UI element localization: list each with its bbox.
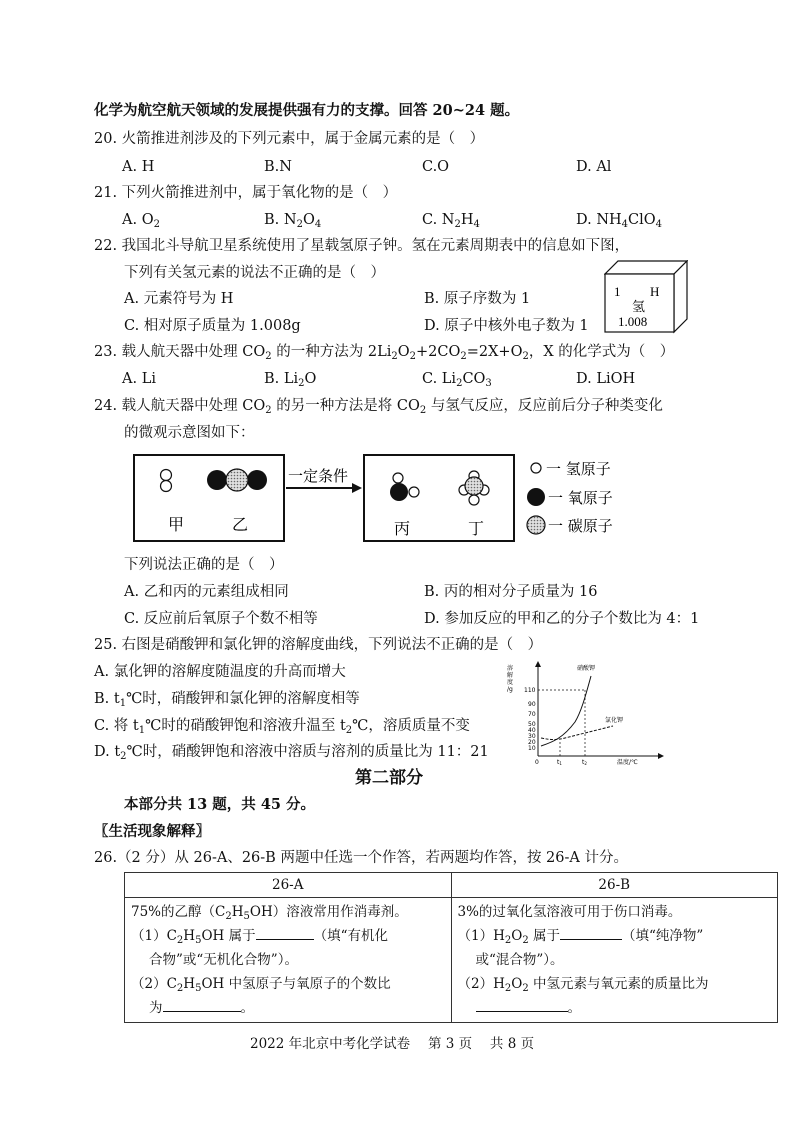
q23-option-c: C. $Li_2CO_3$ — [422, 371, 492, 389]
q21-option-a: A. $O_2$ — [122, 212, 160, 230]
q26-cell-a: 75%的乙醇$(C_2H_5OH)$溶液常用作消毒剂。 $(1)C_2H_5OH$ 属于 （填“有机化 合物”或“无机化合物”）。 $(2)C_2H_5OH$ 中氢原子与氧原子的个数比 为 。 — [125, 898, 452, 1023]
legend-carbon-icon — [527, 516, 545, 534]
q26-header-a: 26-A — [125, 873, 452, 898]
kcl-curve — [541, 726, 613, 740]
q21-stem: 21. 下列火箭推进剂中，属于氧化物的是（ ） — [94, 185, 398, 201]
q20-stem: 20. 火箭推进剂涉及的下列元素中，属于金属元素的是（ ） — [94, 131, 485, 147]
q25-option-b: B. $t_1℃$时，硝酸钾和氯化钾的溶解度相等 — [94, 691, 360, 709]
q26b-answer-blank-2[interactable] — [476, 1011, 568, 1012]
graph-ylabel-3: 度 — [507, 679, 514, 686]
legend-carbon: 一 碳原子 — [548, 517, 613, 535]
tile-name: 氢 — [632, 300, 646, 315]
q21-option-d: D. $NH_4ClO_4$ — [576, 212, 663, 230]
svg-text:t1: t1 — [557, 759, 562, 766]
svg-text:t2: t2 — [582, 759, 587, 766]
reaction-condition: 一定条件 — [288, 467, 349, 485]
oxygen-atom — [247, 470, 267, 490]
section-heading: 〖生活现象解释〗 — [94, 823, 210, 840]
q22-option-a: A. 元素符号为 H — [124, 291, 234, 307]
hydrogen-atom — [161, 481, 172, 492]
graph-kno3-label: 硝酸钾 — [577, 665, 596, 672]
tile-mass: 1.008 — [618, 314, 648, 329]
legend-oxygen-icon — [527, 488, 545, 506]
svg-text:110: 110 — [524, 687, 536, 694]
water-molecule-oxygen — [390, 483, 408, 501]
q25-option-d: D. $t_2℃$时，硝酸钾饱和溶液中溶质与溶剂的质量比为 11：21 — [94, 744, 489, 762]
q24-stem-line1: 24. 载人航天器中处理 $CO_2$ 的另一种方法是将 $CO_2$ 与氢气反应，反应前后分子种类变化 — [94, 398, 663, 416]
label-ding: 丁 — [468, 519, 485, 538]
svg-text:90: 90 — [528, 701, 536, 708]
q22-option-d: D. 原子中核外电子数为 1 — [424, 318, 589, 334]
svg-text:70: 70 — [528, 711, 536, 718]
q20-option-b: B.N — [264, 159, 292, 175]
q25-option-c: C. 将 $t_1℃$时的硝酸钾饱和溶液升温至 $t_2℃$，溶质质量不变 — [94, 718, 470, 736]
q21-option-b: B. $N_2O_4$ — [264, 212, 322, 230]
hydrogen-atom — [161, 470, 172, 481]
svg-text:50: 50 — [528, 721, 536, 728]
q23-stem: 23. 载人航天器中处理 $CO_2$ 的一种方法为 $2Li_2O_2+2CO_2=2X+O_2$，X 的化学式为（ ） — [94, 344, 675, 362]
q25-stem: 25. 右图是硝酸钾和氯化钾的溶解度曲线，下列说法不正确的是（ ） — [94, 637, 543, 653]
carbon-atom — [226, 469, 248, 491]
label-yi: 乙 — [232, 515, 249, 534]
legend-oxygen: 一 氧原子 — [548, 489, 613, 507]
solubility-graph — [505, 660, 670, 770]
graph-ylabel-2: 解 — [507, 672, 514, 679]
graph-kcl-label: 氯化钾 — [605, 717, 624, 724]
q26a-answer-blank-1[interactable] — [256, 939, 314, 940]
q21-option-c: C. $N_2H_4$ — [422, 212, 480, 230]
q24-lead: 下列说法正确的是（ ） — [124, 557, 284, 573]
q20-option-d: D. Al — [576, 159, 612, 175]
q24-option-d: D. 参加反应的甲和乙的分子个数比为 4：1 — [424, 611, 700, 627]
q22-option-c: C. 相对原子质量为 1.008g — [124, 318, 301, 334]
svg-text:0: 0 — [535, 759, 539, 766]
label-bing: 丙 — [394, 519, 411, 538]
hydrogen-element-tile — [604, 260, 688, 334]
q24-stem-line2: 的微观示意图如下： — [124, 425, 255, 441]
graph-xlabel: 温度/℃ — [617, 759, 638, 766]
tile-symbol: H — [650, 284, 660, 299]
q24-option-b: B. 丙的相对分子质量为 16 — [424, 584, 598, 600]
svg-text:30: 30 — [528, 733, 536, 740]
q23-option-b: B. $Li_2O$ — [264, 371, 317, 389]
oxygen-atom — [207, 470, 227, 490]
graph-ylabel-4: /g — [507, 686, 513, 693]
q25-option-a: A. 氯化钾的溶解度随温度的升高而增大 — [94, 664, 346, 680]
kno3-curve — [541, 676, 591, 746]
legend-hydrogen-icon — [531, 463, 541, 473]
q24-option-a: A. 乙和丙的元素组成相同 — [124, 584, 289, 600]
reaction-diagram — [128, 450, 658, 550]
methane-carbon — [465, 477, 483, 495]
q23-option-a: A. Li — [122, 371, 156, 387]
svg-text:20: 20 — [528, 739, 536, 746]
q26-cell-b: 3%的过氧化氢溶液可用于伤口消毒。 $(1)H_2O_2$ 属于 （填“纯净物” 或“混合物”）。 $(2)H_2O_2$ 中氢元素与氧元素的质量比为 。 — [451, 898, 778, 1023]
svg-text:10: 10 — [528, 745, 536, 752]
q22-stem-line2: 下列有关氢元素的说法不正确的是（ ） — [124, 265, 385, 281]
legend-hydrogen: 一 氢原子 — [546, 460, 611, 478]
q26b-answer-blank-1[interactable] — [560, 939, 622, 940]
q24-option-c: C. 反应前后氧原子个数不相等 — [124, 611, 318, 627]
q26-table — [124, 872, 778, 1023]
q20-option-a: A. H — [122, 159, 155, 175]
q26-header-b: 26-B — [451, 873, 778, 898]
q22-stem-line1: 22. 我国北斗导航卫星系统使用了星载氢原子钟。氢在元素周期表中的信息如下图， — [94, 238, 630, 254]
label-jia: 甲 — [168, 515, 185, 534]
part2-note: 本部分共 13 题，共 45 分。 — [124, 796, 316, 813]
tile-atomic-number: 1 — [614, 284, 621, 299]
graph-ylabel-1: 溶 — [507, 665, 514, 672]
q23-option-d: D. LiOH — [576, 371, 636, 387]
q26-stem: 26.（2 分）从 26-A、26-B 两题中任选一个作答，若两题均作答，按 26-A 计分。 — [94, 850, 628, 866]
page-footer: 2022 年北京中考化学试卷 第 3 页 共 8 页 — [250, 1036, 535, 1052]
part2-title: 第二部分 — [355, 768, 423, 788]
svg-text:40: 40 — [528, 727, 536, 734]
q26a-answer-blank-2[interactable] — [163, 1011, 241, 1012]
q20-option-c: C.O — [422, 159, 450, 175]
q22-option-b: B. 原子序数为 1 — [424, 291, 531, 307]
section-intro: 化学为航空航天领域的发展提供强有力的支撑。回答 20~24 题。 — [94, 102, 520, 119]
